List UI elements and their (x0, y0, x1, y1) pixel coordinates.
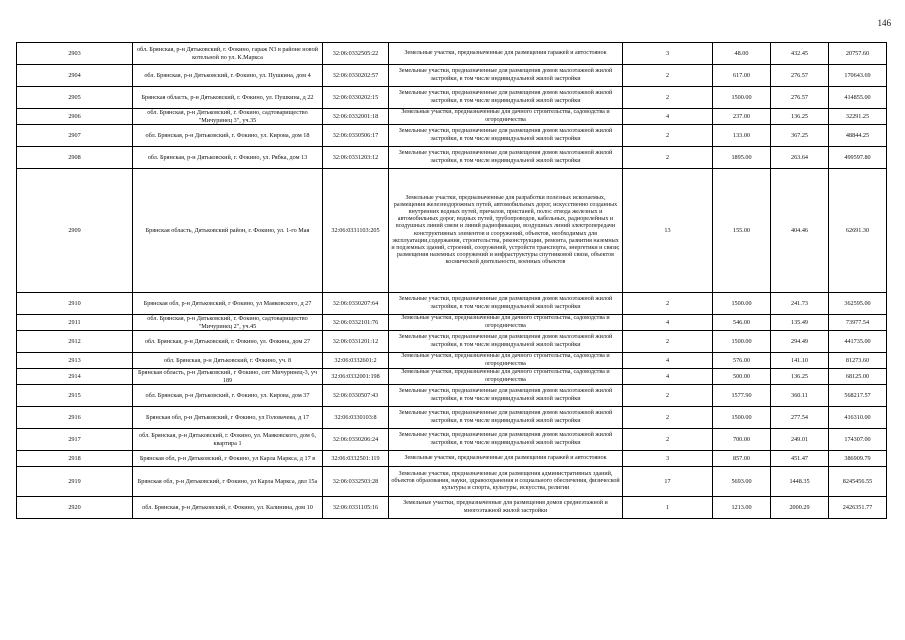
group-number-cell: 2 (623, 87, 713, 109)
row-number-cell: 2919 (17, 467, 133, 497)
group-number-cell: 2 (623, 429, 713, 451)
area-cell: 237.00 (713, 109, 771, 125)
cadastral-value-cell: 62691.30 (829, 169, 887, 293)
table-row (17, 353, 887, 369)
row-number-cell: 2916 (17, 407, 133, 429)
specific-value-cell: 135.49 (771, 315, 829, 331)
land-use-cell: Земельные участки, предназначенные для размещения домов малоэтажной жилой застройки, в том числе индивидуальной жилой застройки (389, 87, 623, 109)
table-row (17, 293, 887, 315)
cadastral-number-cell: 32:06:0332001:18 (323, 109, 389, 125)
land-use-cell: Земельные участки, предназначенные для размещения домов малоэтажной жилой застройки, в том числе индивидуальной жилой застройки (389, 125, 623, 147)
cadastral-value-cell: 568217.57 (829, 385, 887, 407)
cadastral-value-cell: 416310.00 (829, 407, 887, 429)
cadastral-value-cell: 170643.69 (829, 65, 887, 87)
specific-value-cell: 241.73 (771, 293, 829, 315)
specific-value-cell: 136.25 (771, 369, 829, 385)
row-number-cell: 2915 (17, 385, 133, 407)
land-use-cell: Земельные участки, предназначенные для дачного строительства, садоводства и огородничества (389, 109, 623, 125)
group-number-cell: 4 (623, 315, 713, 331)
row-number-cell: 2920 (17, 497, 133, 519)
table-row (17, 451, 887, 467)
row-number-cell: 2911 (17, 315, 133, 331)
specific-value-cell: 360.11 (771, 385, 829, 407)
group-number-cell: 2 (623, 331, 713, 353)
cadastral-value-cell: 499597.80 (829, 147, 887, 169)
area-cell: 155.00 (713, 169, 771, 293)
cadastral-number-cell: 32:06:0332001:198 (323, 369, 389, 385)
land-use-cell: Земельные участки, предназначенные для размещения административных зданий, объектов образования, науки, здравоохранения и социального обеспечения, физической культуры и спорта, культуры, искусства, религии (389, 467, 623, 497)
land-use-cell: Земельные участки, предназначенные для размещения домов среднеэтажной и многоэтажной жилой застройки (389, 497, 623, 519)
row-number-cell: 2905 (17, 87, 133, 109)
table-row (17, 65, 887, 87)
group-number-cell: 4 (623, 109, 713, 125)
cadastral-number-cell: 32:06:0332601:2 (323, 353, 389, 369)
specific-value-cell: 263.64 (771, 147, 829, 169)
area-cell: 1500.00 (713, 293, 771, 315)
cadastral-value-cell: 20757.60 (829, 43, 887, 65)
address-cell: обл. Брянская, р-н Дятьковский, г. Фокино, ул. Кирова, дом 37 (133, 385, 323, 407)
group-number-cell: 2 (623, 147, 713, 169)
cadastral-number-cell: 32:06:0330206:24 (323, 429, 389, 451)
cadastral-number-cell: 32:06:0331203:12 (323, 147, 389, 169)
table-row (17, 125, 887, 147)
land-use-cell: Земельные участки, предназначенные для размещения домов малоэтажной жилой застройки, в том числе индивидуальной жилой застройки (389, 331, 623, 353)
cadastral-value-cell: 386909.79 (829, 451, 887, 467)
area-cell: 700.00 (713, 429, 771, 451)
row-number-cell: 2909 (17, 169, 133, 293)
area-cell: 1500.00 (713, 87, 771, 109)
cadastral-value-cell: 414855.00 (829, 87, 887, 109)
address-cell: обл. Брянская, р-н Дятьковский, г. Фокино, ул. Кирова, дом 18 (133, 125, 323, 147)
row-number-cell: 2913 (17, 353, 133, 369)
row-number-cell: 2908 (17, 147, 133, 169)
cadastral-number-cell: 32:06:0330202:15 (323, 87, 389, 109)
table-row (17, 331, 887, 353)
land-use-cell: Земельные участки, предназначенные для дачного строительства, садоводства и огородничества (389, 369, 623, 385)
row-number-cell: 2906 (17, 109, 133, 125)
group-number-cell: 3 (623, 43, 713, 65)
cadastral-number-cell: 32:06:0332505:22 (323, 43, 389, 65)
group-number-cell: 3 (623, 451, 713, 467)
address-cell: Брянская область, р-н Дятьковский, г. Фокино, ул. Пушкина, д 22 (133, 87, 323, 109)
cadastral-value-cell: 2426351.77 (829, 497, 887, 519)
land-use-cell: Земельные участки, предназначенные для размещения домов малоэтажной жилой застройки, в том числе индивидуальной жилой застройки (389, 65, 623, 87)
cadastral-value-cell: 32291.25 (829, 109, 887, 125)
land-use-cell: Земельные участки, предназначенные для размещения домов малоэтажной жилой застройки, в том числе индивидуальной жилой застройки (389, 429, 623, 451)
address-cell: обл. Брянская, р-н Дятьковский, г. Фокино, уч. 8 (133, 353, 323, 369)
row-number-cell: 2910 (17, 293, 133, 315)
specific-value-cell: 294.49 (771, 331, 829, 353)
specific-value-cell: 249.01 (771, 429, 829, 451)
table-row (17, 315, 887, 331)
cadastral-number-cell: 32:06:0331105:16 (323, 497, 389, 519)
area-cell: 1895.00 (713, 147, 771, 169)
address-cell: Брянская обл, р-н Дятьковский, г Фокино, ул Карла Маркса, д 17 в (133, 451, 323, 467)
address-cell: Брянская область, р-н Дятьковский, г Фокино, снт Мичуринец-3, уч 189 (133, 369, 323, 385)
specific-value-cell: 276.57 (771, 65, 829, 87)
land-use-cell: Земельные участки, предназначенные для размещения гаражей и автостоянок (389, 451, 623, 467)
group-number-cell: 2 (623, 293, 713, 315)
area-cell: 1500.00 (713, 407, 771, 429)
area-cell: 617.00 (713, 65, 771, 87)
area-cell: 1577.90 (713, 385, 771, 407)
specific-value-cell: 277.54 (771, 407, 829, 429)
area-cell: 1213.00 (713, 497, 771, 519)
cadastral-value-cell: 73977.54 (829, 315, 887, 331)
group-number-cell: 2 (623, 125, 713, 147)
address-cell: обл. Брянская, р-н Дятьковский, г. Фокино, садтоварищество "Мичуринец 3", уч.35 (133, 109, 323, 125)
table-row (17, 407, 887, 429)
table-row (17, 43, 887, 65)
area-cell: 857.00 (713, 451, 771, 467)
table-row (17, 109, 887, 125)
row-number-cell: 2918 (17, 451, 133, 467)
cadastral-value-cell: 8245456.55 (829, 467, 887, 497)
cadastral-value-cell: 48844.25 (829, 125, 887, 147)
area-cell: 5693.00 (713, 467, 771, 497)
specific-value-cell: 141.10 (771, 353, 829, 369)
cadastral-number-cell: 32:06:0330507:43 (323, 385, 389, 407)
land-use-cell: Земельные участки, предназначенные для размещения гаражей и автостоянок (389, 43, 623, 65)
specific-value-cell: 367.25 (771, 125, 829, 147)
table-body (17, 43, 887, 519)
address-cell: Брянская обл, р-н Дятьковский, г Фокино, ул Маяковского, д 27 (133, 293, 323, 315)
address-cell: обл. Брянская, р-н Дятьковский, г. Фокино, садтоварищество "Мичуринец 2", уч.45 (133, 315, 323, 331)
land-use-cell: Земельные участки, предназначенные для дачного строительства, садоводства и огородничества (389, 353, 623, 369)
cadastral-number-cell: 32:06:0331103:205 (323, 169, 389, 293)
address-cell: обл. Брянская, р-н Дятьковский, г. Фокино, ул. Рябка, дом 13 (133, 147, 323, 169)
specific-value-cell: 2000.29 (771, 497, 829, 519)
table-row (17, 87, 887, 109)
address-cell: Брянская обл, р-н Дятьковский, г Фокино, ул Карла Маркса, двл 15а (133, 467, 323, 497)
area-cell: 48.00 (713, 43, 771, 65)
cadastral-value-cell: 441735.00 (829, 331, 887, 353)
area-cell: 133.00 (713, 125, 771, 147)
row-number-cell: 2914 (17, 369, 133, 385)
row-number-cell: 2912 (17, 331, 133, 353)
address-cell: Брянская область, Дятьковский район, г. Фокино, ул. 1-го Мая (133, 169, 323, 293)
specific-value-cell: 451.47 (771, 451, 829, 467)
specific-value-cell: 432.45 (771, 43, 829, 65)
specific-value-cell: 404.46 (771, 169, 829, 293)
address-cell: обл. Брянская, р-н Дятьковский, г. Фокино, ул. Калинина, дом 10 (133, 497, 323, 519)
area-cell: 1500.00 (713, 331, 771, 353)
address-cell: обл. Брянская, р-н Дятьковский, г. Фокино, ул. Пушкина, дом 4 (133, 65, 323, 87)
land-use-cell: Земельные участки, предназначенные для размещения домов малоэтажной жилой застройки, в том числе индивидуальной жилой застройки (389, 385, 623, 407)
table-row (17, 169, 887, 293)
group-number-cell: 13 (623, 169, 713, 293)
table-row (17, 147, 887, 169)
table-row (17, 385, 887, 407)
table-row (17, 369, 887, 385)
land-use-cell: Земельные участки, предназначенные для разработки полезных ископаемых, размещения железнодорожных путей, автомобильных дорог, искусственно созданных внутренних водных путей, причалов, пристаней, полос отвода железных и автомобильных дорог, водных путей, трубопроводов, кабельных, радиорелейных и воздушных линий связи и линий радиофикации, воздушных линий электропередачи конструктивных элементов и сооружений, объектов, необходимых для эксплуатации,содержания, строительства, реконструкции, ремонта, развития наземных и подземных зданий, строений, сооружений, устройств транспорта, энергетики и связи; размещения наземных сооружений и инфраструктуры спутниковой связи, объектов космической деятельности, военных объектов (389, 169, 623, 293)
table-row (17, 429, 887, 451)
cadastral-value-cell: 362595.00 (829, 293, 887, 315)
land-use-cell: Земельные участки, предназначенные для размещения домов малоэтажной жилой застройки, в том числе индивидуальной жилой застройки (389, 407, 623, 429)
cadastral-number-cell: 32:06:0330103:8 (323, 407, 389, 429)
row-number-cell: 2907 (17, 125, 133, 147)
address-cell: Брянская обл, р-н Дятьковский, г Фокино, ул Головачева, д 17 (133, 407, 323, 429)
cadastral-number-cell: 32:06:0332501:119 (323, 451, 389, 467)
land-use-cell: Земельные участки, предназначенные для дачного строительства, садоводства и огородничества (389, 315, 623, 331)
row-number-cell: 2904 (17, 65, 133, 87)
specific-value-cell: 136.25 (771, 109, 829, 125)
group-number-cell: 2 (623, 407, 713, 429)
specific-value-cell: 276.57 (771, 87, 829, 109)
group-number-cell: 2 (623, 385, 713, 407)
area-cell: 546.00 (713, 315, 771, 331)
table-row (17, 467, 887, 497)
cadastral-number-cell: 32:06:0332503:28 (323, 467, 389, 497)
group-number-cell: 4 (623, 353, 713, 369)
group-number-cell: 17 (623, 467, 713, 497)
cadastral-value-cell: 68125.00 (829, 369, 887, 385)
cadastral-number-cell: 32:06:0331201:12 (323, 331, 389, 353)
cadastral-value-cell: 174307.00 (829, 429, 887, 451)
address-cell: обл. Брянская, р-н Дятьковский, г. Фокино, ул. Фокина, дом 27 (133, 331, 323, 353)
land-use-cell: Земельные участки, предназначенные для размещения домов малоэтажной жилой застройки, в том числе индивидуальной жилой застройки (389, 147, 623, 169)
row-number-cell: 2917 (17, 429, 133, 451)
specific-value-cell: 1448.35 (771, 467, 829, 497)
address-cell: обл. Брянская, р-н Дятьковский, г. Фокино, гараж N3 в районе новой котельной по ул. К.Маркса (133, 43, 323, 65)
area-cell: 500.00 (713, 369, 771, 385)
cadastral-value-table (16, 42, 887, 519)
group-number-cell: 4 (623, 369, 713, 385)
group-number-cell: 1 (623, 497, 713, 519)
area-cell: 576.00 (713, 353, 771, 369)
cadastral-number-cell: 32:06:0330202:57 (323, 65, 389, 87)
land-use-cell: Земельные участки, предназначенные для размещения домов малоэтажной жилой застройки, в том числе индивидуальной жилой застройки (389, 293, 623, 315)
cadastral-value-cell: 81273.60 (829, 353, 887, 369)
cadastral-number-cell: 32:06:0330207:64 (323, 293, 389, 315)
cadastral-number-cell: 32:06:0332101:76 (323, 315, 389, 331)
table-row (17, 497, 887, 519)
address-cell: обл. Брянская, р-н Дятьковский, г. Фокино, ул. Маяковского, дом 6, квартира 1 (133, 429, 323, 451)
group-number-cell: 2 (623, 65, 713, 87)
page-number: 146 (877, 18, 891, 28)
row-number-cell: 2903 (17, 43, 133, 65)
cadastral-number-cell: 32:06:0330506:17 (323, 125, 389, 147)
